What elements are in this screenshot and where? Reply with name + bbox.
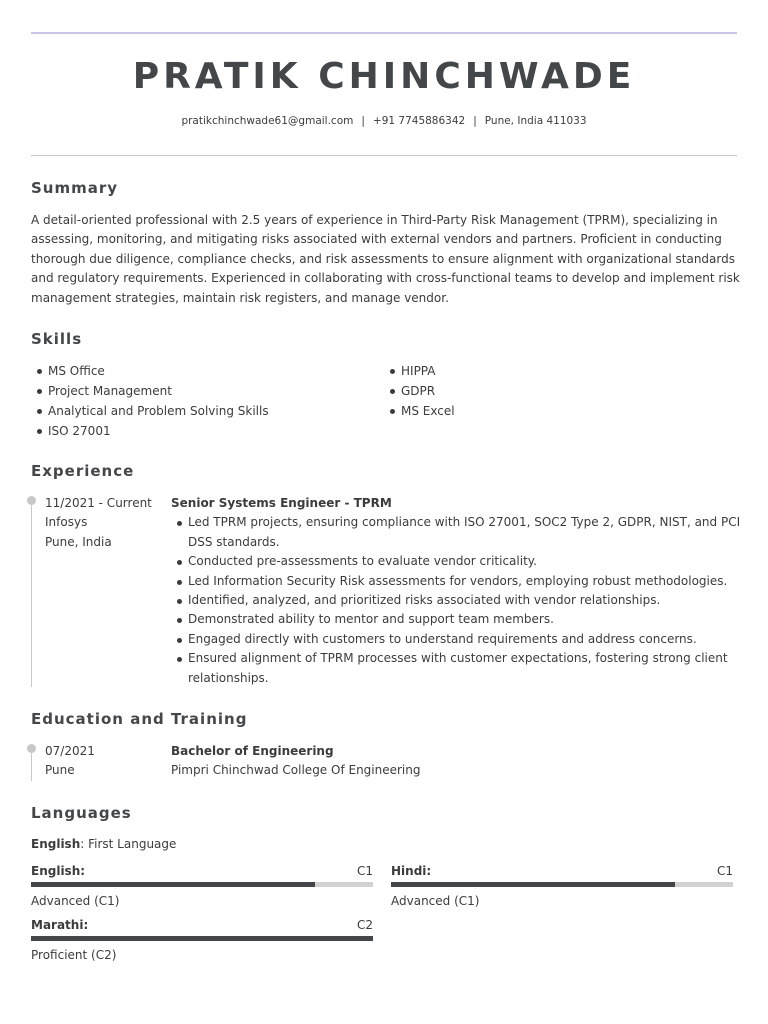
job-location: Pune, India xyxy=(45,534,112,549)
job-bullet: Led TPRM projects, ensuring compliance with ISO 27001, SOC2 Type 2, GDPR, NIST, and PCI DSS standards. xyxy=(171,513,741,552)
education-timeline-dot xyxy=(27,744,36,753)
proficiency-bar-fill xyxy=(31,936,373,941)
language-english xyxy=(31,864,373,908)
job-details xyxy=(171,494,741,688)
proficiency-bar xyxy=(31,882,373,887)
job-company: Infosys xyxy=(45,515,88,530)
summary-heading: Summary xyxy=(31,179,119,197)
header-divider xyxy=(31,155,737,156)
language-level: Proficient (C2) xyxy=(31,948,117,962)
job-date: 11/2021 - Current xyxy=(45,496,152,510)
language-code: C1 xyxy=(716,864,733,878)
candidate-name: PRATIK CHINCHWADE xyxy=(132,56,636,97)
language-name: Hindi: xyxy=(391,864,432,878)
proficiency-bar xyxy=(31,936,373,941)
language-marathi xyxy=(31,918,373,962)
skill-item: Analytical and Problem Solving Skills xyxy=(31,401,269,421)
language-level: Advanced (C1) xyxy=(391,894,480,908)
education-heading: Education and Training xyxy=(31,710,248,728)
language-level: Advanced (C1) xyxy=(31,894,120,908)
proficiency-bar-fill xyxy=(31,882,315,887)
skill-item: MS Excel xyxy=(384,401,455,421)
skill-item: ISO 27001 xyxy=(31,421,269,441)
job-bullet: Conducted pre-assessments to evaluate vendor criticality. xyxy=(171,552,741,571)
language-name: Marathi: xyxy=(31,918,89,932)
languages-heading: Languages xyxy=(31,804,132,822)
language-name: English: xyxy=(31,864,86,878)
experience-timeline-dot xyxy=(27,496,36,505)
proficiency-bar xyxy=(391,882,733,887)
location: Pune, India 411033 xyxy=(484,115,587,127)
skills-list-left xyxy=(31,361,269,441)
top-divider xyxy=(31,32,737,34)
proficiency-bar-fill xyxy=(391,882,675,887)
education-date: 07/2021 xyxy=(45,744,95,758)
language-code: C1 xyxy=(356,864,373,878)
skill-item: MS Office xyxy=(31,361,269,381)
experience-heading: Experience xyxy=(31,462,135,480)
separator: | xyxy=(473,115,477,127)
degree: Bachelor of Engineering xyxy=(171,744,334,758)
skills-heading: Skills xyxy=(31,330,83,348)
contact-line xyxy=(0,115,768,127)
language-code: C2 xyxy=(356,918,373,932)
skills-list-right xyxy=(384,361,455,421)
first-language xyxy=(31,837,176,851)
job-bullets xyxy=(171,513,741,688)
experience-meta xyxy=(45,494,152,552)
education-details xyxy=(171,742,741,781)
job-bullet: Engaged directly with customers to understand requirements and address concerns. xyxy=(171,630,741,649)
job-bullet: Demonstrated ability to mentor and support team members. xyxy=(171,610,741,629)
language-hindi xyxy=(391,864,733,908)
first-language-value: : First Language xyxy=(80,837,177,851)
summary-text: A detail-oriented professional with 2.5 years of experience in Third-Party Risk Management (TPRM), specializing in assessing, monitoring, and mitigating risks associated with external vendors and partners. Proficient in conducting thorough due diligence, compliance checks, and risk assessments to ensure alignment with organizational standards and regulatory requirements. Experienced in collaborating with cross-functional teams to develop and implement risk management strategies, maintain risk registers, and manage vendor. xyxy=(31,213,740,305)
skill-item: GDPR xyxy=(384,381,455,401)
separator: | xyxy=(361,115,365,127)
school: Pimpri Chinchwad College Of Engineering xyxy=(171,763,421,778)
phone: +91 7745886342 xyxy=(372,115,466,127)
skill-item: Project Management xyxy=(31,381,269,401)
education-location: Pune xyxy=(45,763,75,778)
email: pratikchinchwade61@gmail.com xyxy=(181,115,354,127)
first-language-label: English xyxy=(31,837,81,851)
job-title: Senior Systems Engineer - TPRM xyxy=(171,496,392,510)
job-bullet: Identified, analyzed, and prioritized risks associated with vendor relationships. xyxy=(171,591,741,610)
job-bullet: Ensured alignment of TPRM processes with customer expectations, fostering strong client relationships. xyxy=(171,649,741,688)
experience-timeline xyxy=(31,500,32,687)
education-meta xyxy=(45,742,95,781)
job-bullet: Led Information Security Risk assessments for vendors, employing robust methodologies. xyxy=(171,572,741,591)
skill-item: HIPPA xyxy=(384,361,455,381)
